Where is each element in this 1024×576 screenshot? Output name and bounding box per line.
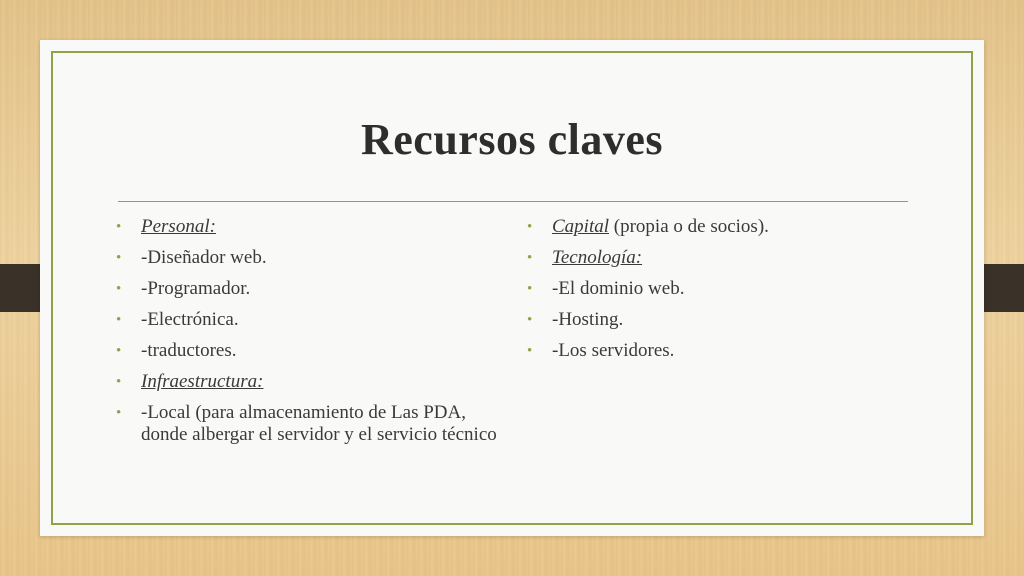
list-item (116, 216, 516, 238)
list-item-text: Infraestructura: (141, 371, 264, 392)
bullet-icon: • (116, 250, 122, 266)
list-item-text: -Hosting. (552, 309, 624, 330)
list-item-text: -Los servidores. (552, 340, 675, 361)
list-item-text: -Programador. (141, 278, 251, 299)
bullet-icon: • (116, 405, 122, 421)
list-item-text: Tecnología: (552, 247, 643, 268)
list-item (527, 309, 927, 331)
list-item-text: (propia o de socios). (609, 216, 769, 237)
bullet-icon: • (527, 250, 533, 266)
bullet-icon: • (527, 343, 533, 359)
list-item-text: -El dominio web. (552, 278, 685, 299)
bullet-icon: • (116, 312, 122, 328)
list-item-text: Personal: (141, 216, 216, 237)
list-item-text: -Local (para almacenamiento de Las PDA, donde albergar el servidor y el servicio técnico (141, 402, 497, 445)
bullet-icon: • (116, 374, 122, 390)
list-item (527, 216, 927, 238)
slide (40, 40, 984, 536)
bullet-icon: • (116, 281, 122, 297)
list-item (116, 278, 516, 300)
list-item-italic-text: Capital (552, 216, 610, 237)
list-item (116, 309, 516, 331)
list-item (116, 371, 516, 393)
slide-title: Recursos claves (361, 115, 663, 164)
list-item (527, 247, 927, 269)
right-bullet-list (527, 216, 927, 371)
bullet-icon: • (116, 219, 122, 235)
list-item (527, 278, 927, 300)
list-item (116, 247, 516, 269)
bullet-icon: • (527, 219, 533, 235)
bullet-icon: • (527, 281, 533, 297)
list-item (527, 340, 927, 362)
bullet-icon: • (527, 312, 533, 328)
list-item-text: -traductores. (141, 340, 237, 361)
bullet-icon: • (116, 343, 122, 359)
title-divider (118, 201, 908, 202)
list-item (116, 340, 516, 362)
list-item-text: -Electrónica. (141, 309, 239, 330)
list-item (116, 402, 516, 446)
list-item-text: -Diseñador web. (141, 247, 267, 268)
left-bullet-list (116, 216, 516, 455)
